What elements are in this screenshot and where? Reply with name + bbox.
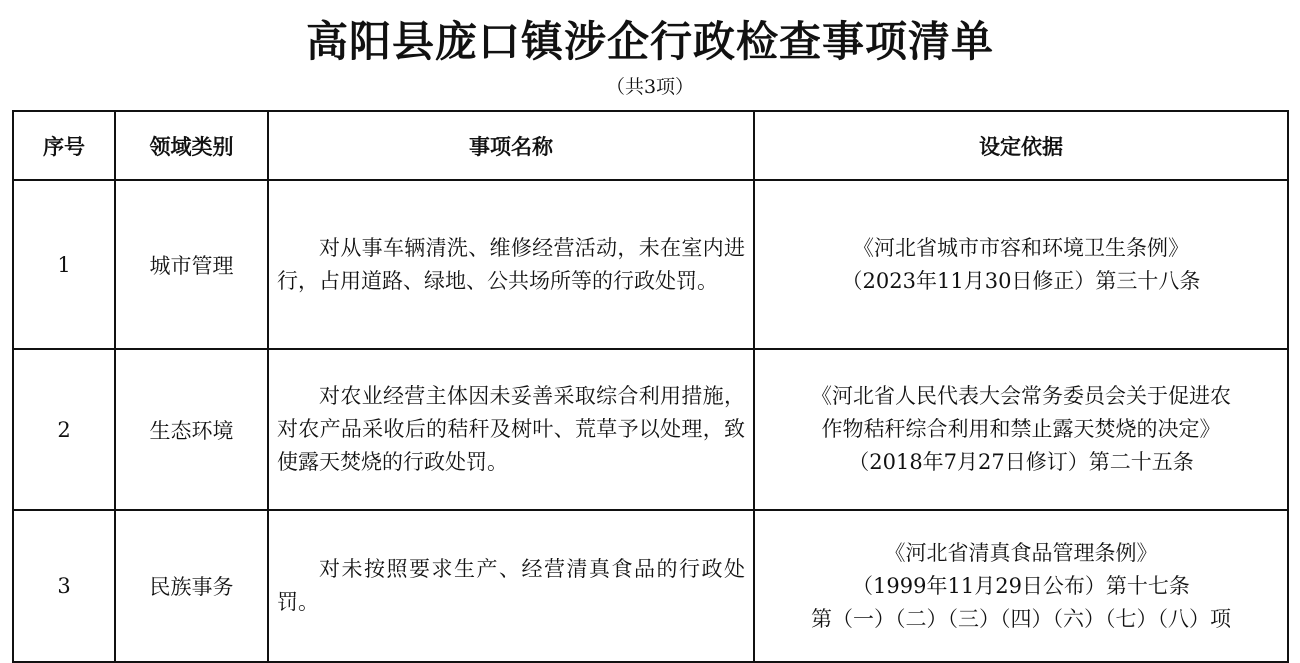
row-category: 城市管理 xyxy=(115,180,268,349)
table-row xyxy=(13,180,1288,349)
row-basis xyxy=(754,349,1288,510)
row-item-name: 对农业经营主体因未妥善采取综合利用措施，对农产品采收后的秸秆及树叶、荒草予以处理，致使露天焚烧的行政处罚。 xyxy=(277,384,745,474)
row-no: 1 xyxy=(13,180,115,349)
header-basis: 设定依据 xyxy=(754,111,1288,180)
row-item-name-cell xyxy=(268,510,754,662)
header-category: 领域类别 xyxy=(115,111,268,180)
row-no: 3 xyxy=(13,510,115,662)
row-item-name-cell xyxy=(268,180,754,349)
row-category: 生态环境 xyxy=(115,349,268,510)
row-item-name-cell xyxy=(268,349,754,510)
table-header-row xyxy=(13,111,1288,180)
row-basis xyxy=(754,510,1288,662)
row-item-name: 对从事车辆清洗、维修经营活动，未在室内进行，占用道路、绿地、公共场所等的行政处罚。 xyxy=(277,235,745,293)
header-no: 序号 xyxy=(13,111,115,180)
basis-line: （1999年11月29日公布）第十七条 xyxy=(852,573,1190,598)
row-no: 2 xyxy=(13,349,115,510)
table-row xyxy=(13,510,1288,662)
basis-line: （2023年11月30日修正）第三十八条 xyxy=(841,268,1201,293)
row-item-name: 对未按照要求生产、经营清真食品的行政处罚。 xyxy=(277,557,745,614)
basis-line: （2018年7月27日修订）第二十五条 xyxy=(848,450,1194,474)
row-category: 民族事务 xyxy=(115,510,268,662)
row-basis xyxy=(754,180,1288,349)
basis-line: 作物秸秆综合利用和禁止露天焚烧的决定》 xyxy=(821,417,1221,441)
inspection-items-table xyxy=(12,110,1289,663)
table-row xyxy=(13,349,1288,510)
item-count: （共3项） xyxy=(605,76,695,98)
basis-line: 第（一）（二）（三）（四）（六）（七）（八）项 xyxy=(811,606,1231,631)
basis-line: 《河北省城市市容和环境卫生条例》 xyxy=(853,235,1189,260)
basis-line: 《河北省人民代表大会常务委员会关于促进农 xyxy=(811,384,1231,408)
basis-line: 《河北省清真食品管理条例》 xyxy=(884,540,1158,565)
header-item-name: 事项名称 xyxy=(268,111,754,180)
page-title: 高阳县庞口镇涉企行政检查事项清单 xyxy=(305,17,994,66)
